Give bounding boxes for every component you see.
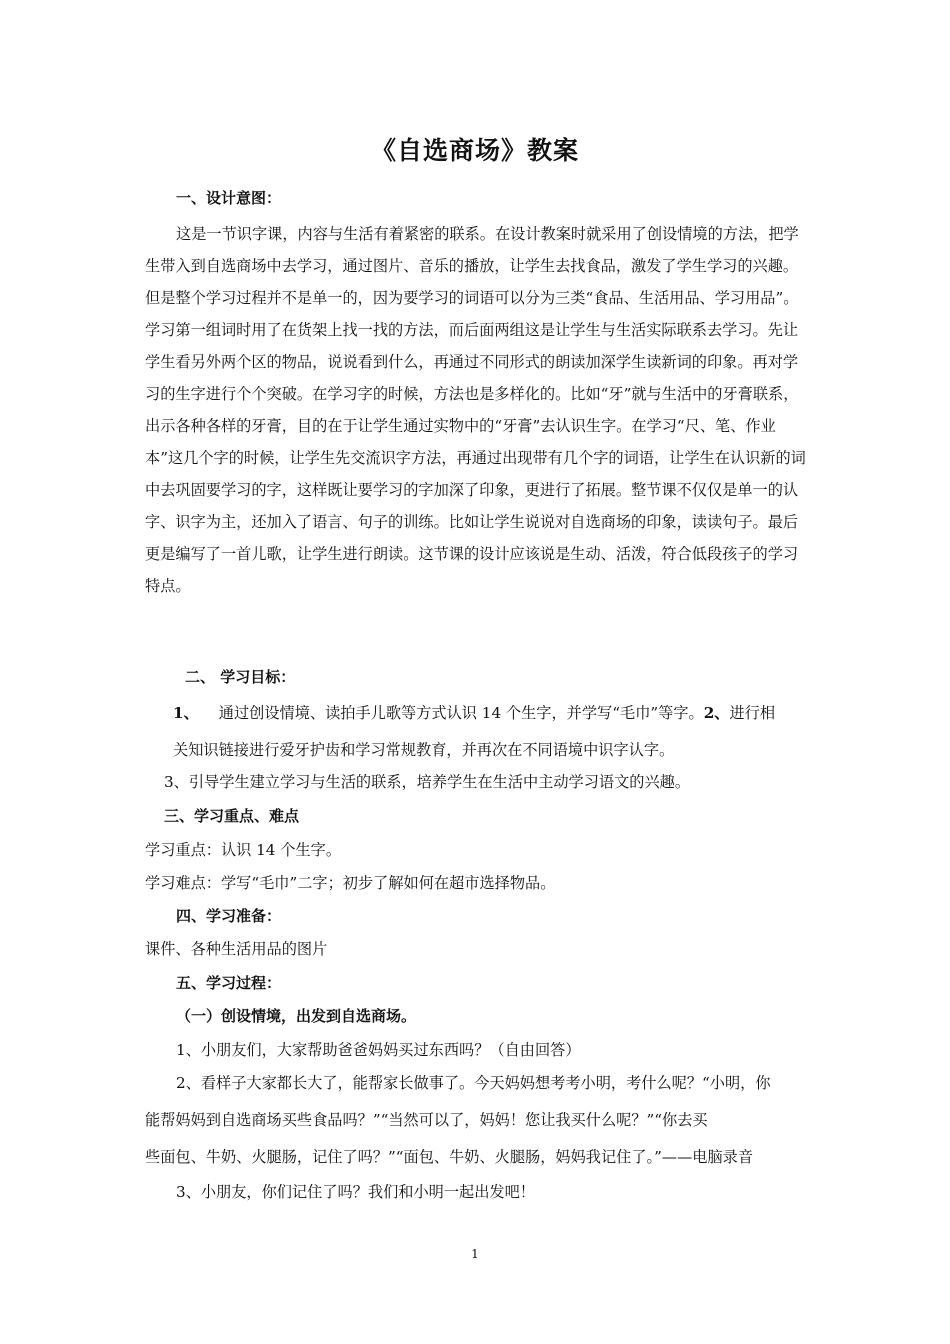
goal-1-line <box>173 703 843 723</box>
section-1-heading: 一、设计意图： <box>176 189 282 207</box>
section-1-body: 这是一节识字课，内容与生活有着紧密的联系。在设计教案时就采用了创设情境的方法，把学生带入到自选商场中去学习，通过图片、音乐的播放，让学生去找食品，激发了学生学习的兴趣。但是整个学习过程并不是单一的，因为要学习的词语可以分为三类“食品、生活用品、学习用品”。学习第一组词时用了在货架上找一找的方法，而后面两组这是让学生与生活实际联系去学习。先让学生看另外两个区的物品，说说看到什么，再通过不同形式的朗读加深学生读新词的印象。再对学习的生字进行个个突破。在学习字的时候，方法也是多样化的。比如“牙”就与生活中的牙膏联系，出示各种各样的牙膏，目的在于让学生通过实物中的“牙膏”去认识生字。在学习“尺、笔、作业本”这几个字的时候，让学生先交流识字方法，再通过出现带有几个字的词语，让学生在认识新的词中去巩固要学习的字，这样既让要学习的字加深了印象，更进行了拓展。整节课不仅仅是单一的认字、识字为主，还加入了语言、句子的训练。比如让学生说说对自选商场的印象，读读句子。最后更是编写了一首儿歌，让学生进行朗读。这节课的设计应该说是生动、活泼，符合低段孩子的学习特点。 <box>145 225 806 595</box>
goal-2-text-start: 进行相 <box>729 704 776 722</box>
goal-1-text: 通过创设情境、读拍手儿歌等方式认识 14 个生字，并学写“毛巾”等字。 <box>218 704 704 722</box>
section-4-heading: 四、学习准备： <box>176 907 282 925</box>
section-2-heading: 二、 学习目标： <box>185 668 296 686</box>
page-number: 1 <box>471 1247 479 1261</box>
section-3-heading: 三、学习重点、难点 <box>164 807 300 825</box>
document-title: 《自选商场》教案 <box>370 136 579 165</box>
difficulty-point: 学习难点：学写“毛巾”二字；初步了解如何在超市选择物品。 <box>145 874 556 892</box>
goal-2-number: 2、 <box>703 704 730 722</box>
materials: 课件、各种生活用品的图片 <box>145 940 328 958</box>
step-2-line-3: 些面包、牛奶、火腿肠，记住了吗？”“面包、牛奶、火腿肠，妈妈我记住了。”——电脑录音 <box>145 1148 754 1166</box>
subsection-1-heading: （一）创设情境，出发到自选商场。 <box>176 1007 417 1025</box>
goal-2-text-end: 关知识链接进行爱牙护齿和学习常规教育，并再次在不同语境中识字认字。 <box>173 741 675 759</box>
goal-3: 3、引导学生建立学习与生活的联系，培养学生在生活中主动学习语文的兴趣。 <box>164 773 691 791</box>
step-2-line-2: 能帮妈妈到自选商场买些食品吗？”“当然可以了，妈妈！您让我买什么呢？”“你去买 <box>145 1111 708 1129</box>
step-2-line-1: 2、看样子大家都长大了，能帮家长做事了。今天妈妈想考考小明，考什么呢？“小明，你 <box>176 1074 771 1092</box>
key-point: 学习重点：认识 14 个生字。 <box>145 841 342 859</box>
step-1: 1、小朋友们，大家帮助爸爸妈妈买过东西吗？（自由回答） <box>176 1041 581 1059</box>
section-5-heading: 五、学习过程： <box>176 974 282 992</box>
step-3: 3、小朋友，你们记住了吗？我们和小明一起出发吧！ <box>176 1183 535 1201</box>
goal-1-number: 1、 <box>173 704 199 722</box>
